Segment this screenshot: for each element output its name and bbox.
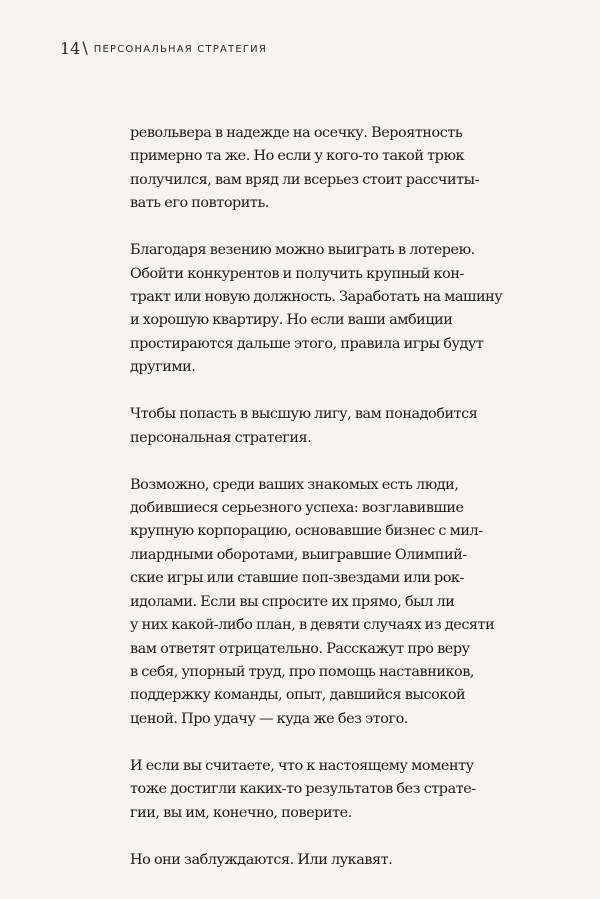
text-line: поддержку команды, опыт, давшийся высокой: [130, 687, 466, 704]
text-line: Благодаря везению можно выиграть в лотерею.: [130, 242, 475, 259]
paragraph-2: [130, 239, 503, 379]
paragraph-1: [130, 122, 490, 216]
text-line: лиардными оборотами, выигравшие Олимпий-: [130, 546, 467, 563]
text-line: Но они заблуждаются. Или лукавят.: [130, 851, 393, 868]
running-head: [60, 38, 267, 58]
paragraph-6: [130, 849, 490, 872]
text-line: у них какой-либо план, в девяти случаях из десяти: [130, 617, 495, 634]
text-line: идолами. Если вы спросите их прямо, был ли: [130, 593, 455, 610]
section-title: ПЕРСОНАЛЬНАЯ СТРАТЕГИЯ: [93, 43, 268, 55]
paragraph-5: [130, 755, 490, 825]
text-line: Обойти конкурентов и получить крупный кон-: [130, 265, 464, 282]
text-line: тоже достигли каких-то результатов без страте-: [130, 781, 476, 798]
text-line: вать его повторить.: [130, 195, 269, 212]
text-line: получился, вам вряд ли всерьез стоит рассчиты-: [130, 171, 480, 188]
text-line: простираются дальше этого, правила игры будут: [130, 335, 484, 352]
text-line: Возможно, среди ваших знакомых есть люди,: [130, 476, 459, 493]
text-line: и хорошую квартиру. Но если ваши амбиции: [130, 312, 453, 329]
text-line: добившиеся серьезного успеха: возглавившие: [130, 500, 464, 517]
body-text: [130, 122, 503, 896]
text-line: И если вы считаете, что к настоящему моменту: [130, 757, 474, 774]
text-line: револьвера в надежде на осечку. Вероятность: [130, 125, 463, 141]
text-line: крупную корпорацию, основавшие бизнес с мил-: [130, 523, 483, 540]
running-head-separator: \: [82, 37, 88, 57]
text-line: ценой. Про удачу — куда же без этого.: [130, 710, 408, 727]
paragraph-3: [130, 403, 490, 450]
page-number: 14: [60, 38, 81, 58]
text-line: вам ответят отрицательно. Расскажут про веру: [130, 640, 470, 657]
text-line: персональная стратегия.: [130, 429, 312, 446]
text-line: тракт или новую должность. Заработать на машину: [130, 289, 503, 306]
text-line: другими.: [130, 359, 196, 376]
text-line: примерно та же. Но если у кого-то такой трюк: [130, 148, 465, 165]
paragraph-4: [130, 474, 495, 731]
text-line: ские игры или ставшие поп-звездами или рок-: [130, 570, 464, 587]
text-line: в себя, упорный труд, про помощь наставников,: [130, 663, 475, 680]
text-line: Чтобы попасть в высшую лигу, вам понадобится: [130, 406, 478, 423]
text-line: гии, вы им, конечно, поверите.: [130, 804, 352, 821]
